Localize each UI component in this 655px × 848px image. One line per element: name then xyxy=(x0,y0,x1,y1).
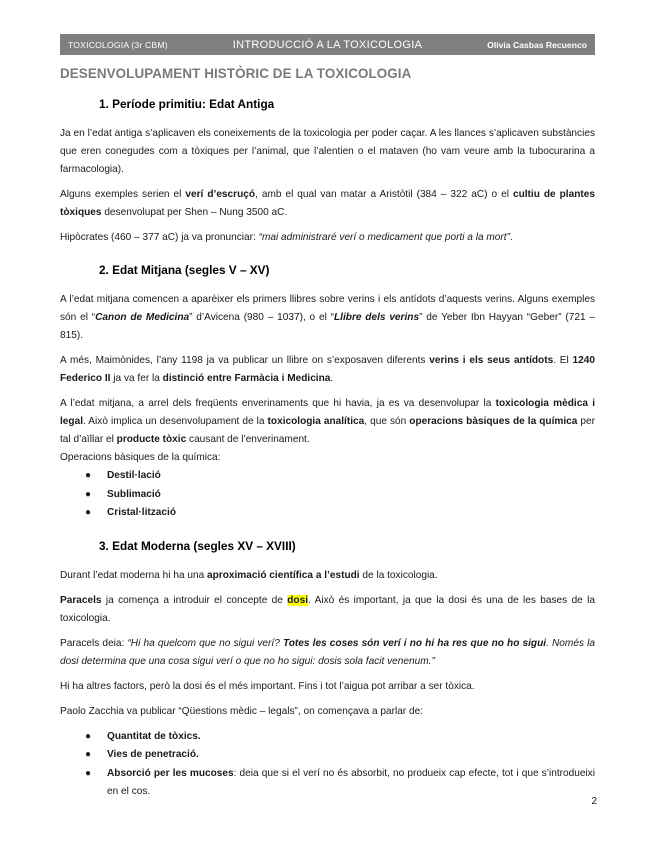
paragraph: Hipòcrates (460 – 377 aC) ja va pronunciar: “mai administraré verí o medicament que porti a la mort”. xyxy=(60,232,513,243)
list-item: ● Destil·lació xyxy=(60,467,595,486)
paragraph: A l’edat mitjana comencen a aparèixer els primers llibres sobre verins i els antídots d’aquests verins. Alguns exemples són el “Canon de Medicina” d’Avicena (980 – 1037), o el “Llibre dels verins” de Yeber Ibn Hayyan “Geber” (721 – 815). xyxy=(60,294,595,341)
header-title: INTRODUCCIÓ A LA TOXICOLOGIA xyxy=(232,38,423,51)
paragraph: A més, Maimònides, l’any 1198 ja va publicar un llibre on s’exposaven diferents verins i els seus antídots. El 1240 Federico II ja va fer la distinció entre Farmàcia i Medicina. xyxy=(60,355,595,384)
list-item: ● Quantitat de tòxics. xyxy=(60,728,595,747)
header-course: TOXICOLOGIA (3r CBM) xyxy=(68,39,168,50)
paragraph: Paracels deia: “Hi ha quelcom que no sigui verí? Totes les coses són verí i no hi ha res que no ho sigui. Només la dosi determina que una cosa sigui verí o que no ho sigui: dosis sola facit venenum.” xyxy=(60,637,595,667)
list-item: ● Cristal·lització xyxy=(60,504,595,523)
paragraph: Ja en l’edat antiga s’aplicaven els coneixements de la toxicologia per poder caçar. A les llances s’aplicaven substàncies que eren conegudes com a tòxiques per l’animal, que l’alentien o el mataven (ho vam veure amb la tubocurarina a farmacologia). xyxy=(60,128,595,175)
chemistry-operations-list xyxy=(60,467,595,523)
list-item: ● Sublimació xyxy=(60,486,595,505)
bullet-icon: ● xyxy=(85,749,92,760)
section-heading-3: 3. Edat Moderna (segles XV – XVIII) xyxy=(99,538,296,553)
bullet-icon: ● xyxy=(85,488,92,500)
bullet-icon: ● xyxy=(85,767,92,779)
paragraph: Paolo Zacchia va publicar “Qüestions mèdic – legals”, on començava a parlar de: xyxy=(60,705,424,717)
section-heading-1: 1. Període primitiu: Edat Antiga xyxy=(99,97,275,111)
document-body xyxy=(60,66,595,802)
paragraph: Operacions bàsiques de la química: xyxy=(60,452,221,463)
paragraph: Paracels ja comença a introduir el concepte de dosi. Això és important, ja que la dosi és una de les bases de la toxicologia. xyxy=(60,594,595,624)
paragraph: Durant l’edat moderna hi ha una aproximació científica a l’estudi de la toxicologia. xyxy=(60,569,438,581)
bullet-icon: ● xyxy=(85,730,92,742)
zacchia-topics-list xyxy=(60,728,595,802)
document-title: DESENVOLUPAMENT HISTÒRIC DE LA TOXICOLOGIA xyxy=(60,66,412,81)
bullet-icon: ● xyxy=(85,470,92,481)
paragraph: Alguns exemples serien el verí d’escruçó, amb el qual van matar a Aristòtil (384 – 322 aC) o el cultiu de plantes tòxiques desenvolupat per Shen – Nung 3500 aC. xyxy=(60,189,595,218)
page-number: 2 xyxy=(591,796,597,807)
highlighted-term: dosi xyxy=(287,594,309,606)
section-heading-2: 2. Edat Mitjana (segles V – XV) xyxy=(99,263,270,277)
list-item: ● Vies de penetració. xyxy=(60,746,595,765)
paragraph: A l’edat mitjana, a arrel dels freqüents enverinaments que hi havia, ja es va desenvolupar la toxicologia mèdica i legal. Això implica un desenvolupament de la toxicologia analítica, que són operacions bàsiques de la química per tal d’aïllar el producte tòxic causant de l’enverinament. xyxy=(60,398,596,445)
bullet-icon: ● xyxy=(85,507,92,518)
page-header xyxy=(60,34,595,55)
paragraph: Hi ha altres factors, però la dosi és el més important. Fins i tot l’aigua pot arribar a ser tòxica. xyxy=(60,680,475,692)
header-author: Olivia Casbas Recuenco xyxy=(487,39,587,50)
list-item: ● Absorció per les mucoses: deia que si el verí no és absorbit, no produeix cap efecte, tot i que s’introdueixi en el cos. xyxy=(60,765,595,802)
